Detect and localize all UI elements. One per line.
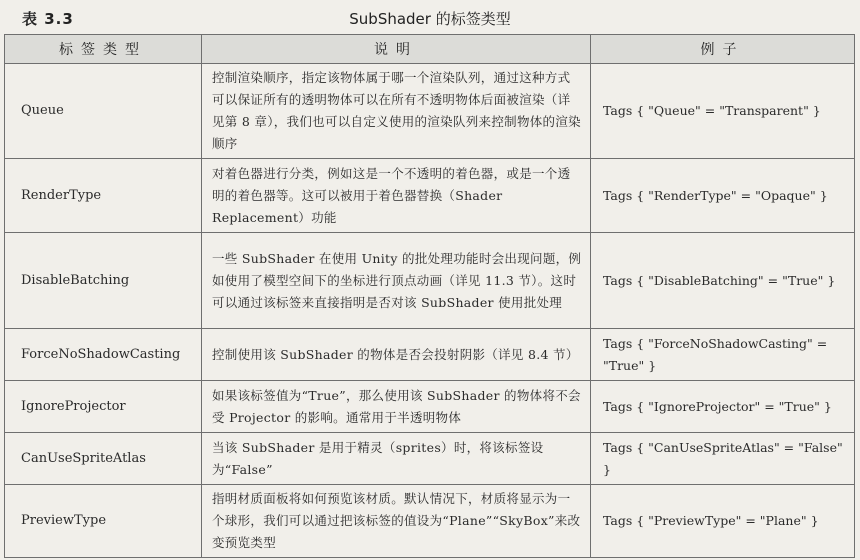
example-cell: Tags { "RenderType" = "Opaque" } [591,159,855,233]
example-cell: Tags { "CanUseSpriteAtlas" = "False" } [591,433,855,485]
description-cell: 指明材质面板将如何预览该材质。默认情况下，材质将显示为一个球形，我们可以通过把该标签的值设为“Plane”“SkyBox”来改变预览类型 [202,485,591,558]
table-caption [0,8,860,32]
example-cell: Tags { "DisableBatching" = "True" } [591,233,855,329]
tag-type-cell: Queue [5,64,202,159]
table-row [5,433,855,485]
tag-type-cell: PreviewType [5,485,202,558]
example-cell: Tags { "ForceNoShadowCasting" = "True" } [591,329,855,381]
table-header-row [5,35,855,64]
example-cell: Tags { "Queue" = "Transparent" } [591,64,855,159]
tag-type-cell: RenderType [5,159,202,233]
example-cell: Tags { "PreviewType" = "Plane" } [591,485,855,558]
table-row [5,329,855,381]
header-tag-type: 标签类型 [5,35,202,64]
tag-type-cell: ForceNoShadowCasting [5,329,202,381]
table-title: SubShader 的标签类型 [349,10,511,28]
table-row [5,159,855,233]
subshader-tags-table [4,34,855,558]
description-cell: 控制使用该 SubShader 的物体是否会投射阴影（详见 8.4 节） [202,329,591,381]
header-description: 说明 [202,35,591,64]
table-row [5,485,855,558]
table-number: 表 3.3 [22,10,74,28]
table-row [5,64,855,159]
description-cell: 控制渲染顺序，指定该物体属于哪一个渲染队列，通过这种方式可以保证所有的透明物体可以在所有不透明物体后面被渲染（详见第 8 章），我们也可以自定义使用的渲染队列来控制物体的渲染顺序 [202,64,591,159]
table-row [5,233,855,329]
description-cell: 对着色器进行分类，例如这是一个不透明的着色器，或是一个透明的着色器等。这可以被用于着色器替换（Shader Replacement）功能 [202,159,591,233]
tag-type-cell: CanUseSpriteAtlas [5,433,202,485]
description-cell: 一些 SubShader 在使用 Unity 的批处理功能时会出现问题，例如使用了模型空间下的坐标进行顶点动画（详见 11.3 节）。这时可以通过该标签来直接指明是否对该 SubShader 使用批处理 [202,233,591,329]
tag-type-cell: DisableBatching [5,233,202,329]
table-row [5,381,855,433]
description-cell: 如果该标签值为“True”，那么使用该 SubShader 的物体将不会受 Projector 的影响。通常用于半透明物体 [202,381,591,433]
tag-type-cell: IgnoreProjector [5,381,202,433]
description-cell: 当该 SubShader 是用于精灵（sprites）时，将该标签设为“False” [202,433,591,485]
header-example: 例子 [591,35,855,64]
example-cell: Tags { "IgnoreProjector" = "True" } [591,381,855,433]
